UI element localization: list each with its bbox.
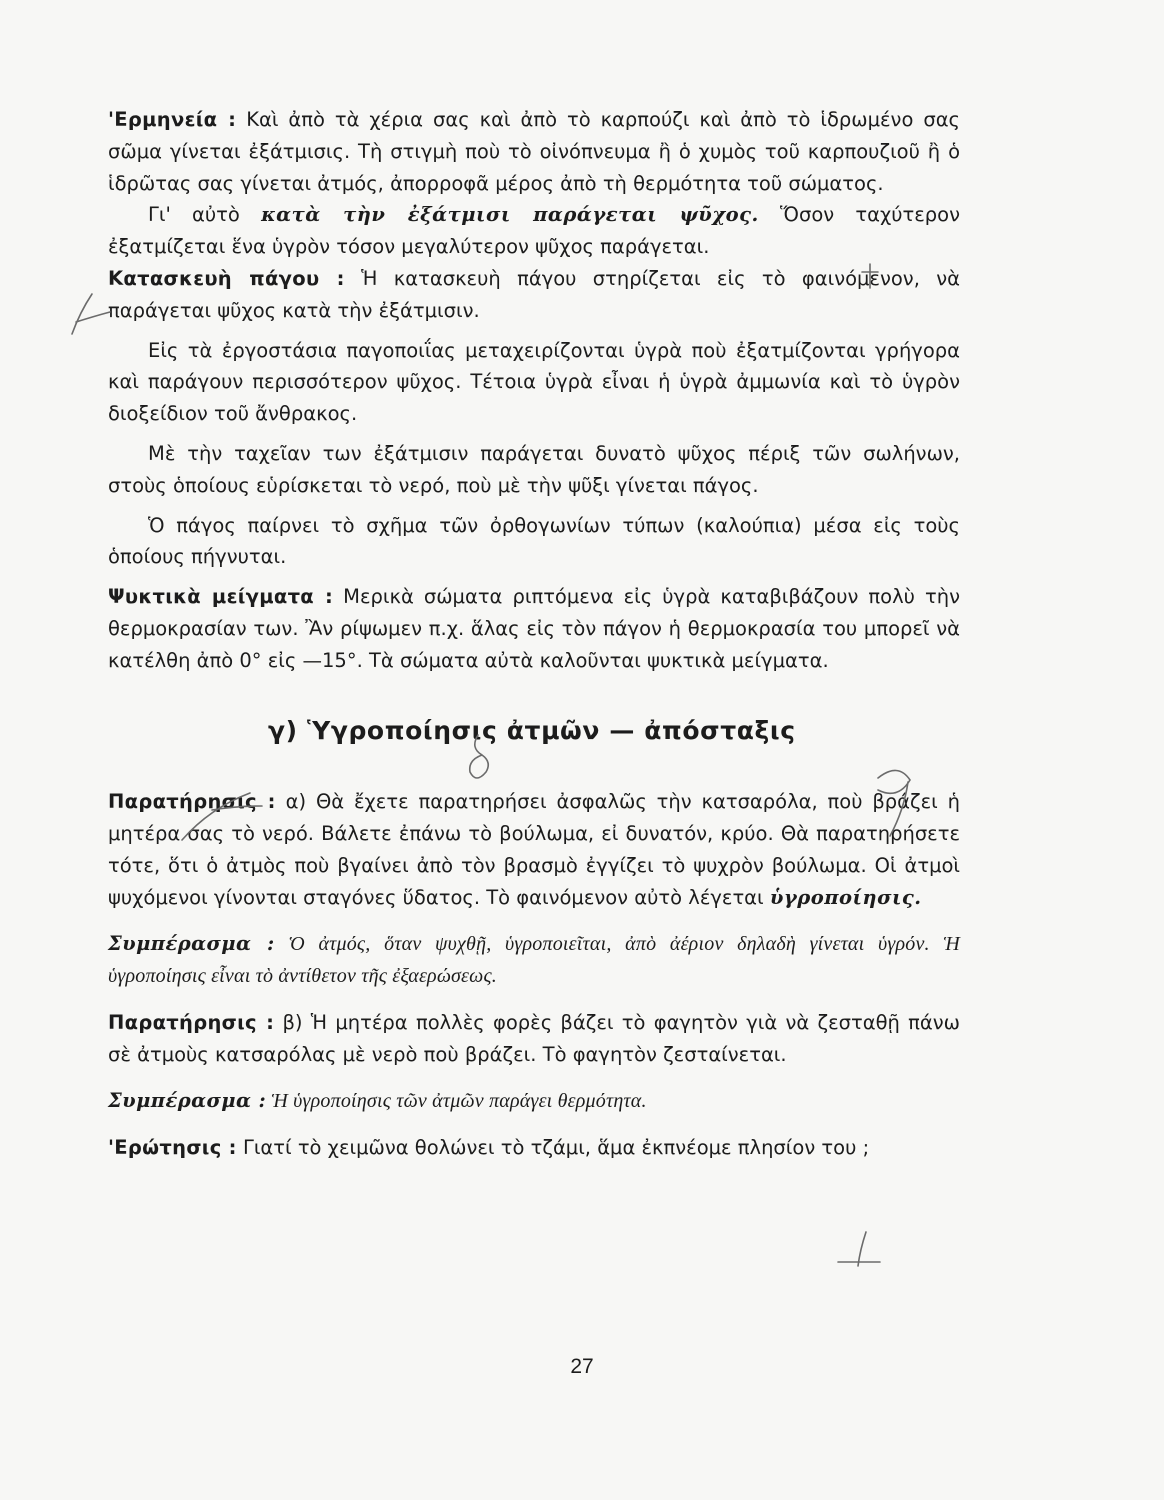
section-heading: γ) Ὑγροποίησις ἀτμῶν — ἀπόσταξις bbox=[268, 715, 796, 745]
emphasis-evaporation-cold: κατὰ τὴν ἐξάτμισι παράγεται ψῦχος. bbox=[261, 203, 759, 227]
paragraph-observation-b bbox=[108, 1007, 960, 1071]
paragraph-conclusion-2 bbox=[108, 1085, 960, 1118]
text-before-emphasis: Γι' αὐτὸ bbox=[148, 203, 262, 227]
paragraph-interpretation bbox=[108, 104, 960, 199]
paragraph-ice-factories: Εἰς τὰ ἐργοστάσια παγοποιΐας μεταχειρίζονται ὑγρὰ ποὺ ἐξατμίζονται γρήγορα καὶ παράγουν περισσότερον ψῦχος. Τέτοια ὑγρὰ εἶναι ἡ ὑγρὰ ἀμμωνία καὶ τὸ ὑγρὸν διοξείδιον τοῦ ἄνθρακος. bbox=[108, 338, 960, 426]
paragraph-cooling-mixtures bbox=[108, 581, 960, 676]
paragraph-ice-shape: Ὁ πάγος παίρνει τὸ σχῆμα τῶν ὀρθογωνίων τύπων (καλούπια) μέσα εἰς τοὺς ὁποίους πήγνυται. bbox=[108, 513, 960, 569]
label-interpretation: 'Ερμηνεία : bbox=[108, 108, 237, 131]
pencil-mark-margin-check bbox=[72, 294, 110, 334]
paragraph-ice-making bbox=[108, 263, 960, 327]
text-ice-making: Ἡ κατασκευὴ πάγου στηρίζεται εἰς τὸ φαινόμενον, νὰ παράγεται ψῦχος κατὰ τὴν ἐξάτμισιν. bbox=[108, 266, 960, 322]
label-conclusion-2: Συμπέρασμα : bbox=[108, 1088, 267, 1112]
text-conclusion-1: Ὁ ἀτμός, ὅταν ψυχθῇ, ὑγροποιεῖται, ἀπὸ ἀέριον δηλαδὴ γίνεται ὑγρόν. Ἡ ὑγροποίησις εἶναι τὸ ἀντίθετον τῆς ἐξαερώσεως. bbox=[108, 932, 960, 988]
paragraph-question bbox=[108, 1132, 960, 1164]
page-number: 27 bbox=[570, 1355, 594, 1378]
text-observation-b: β) Ἡ μητέρα πολλὲς φορὲς βάζει τὸ φαγητὸν γιὰ νὰ ζεσταθῇ πάνω σὲ ἀτμοὺς κατσαρόλας μὲ νερὸ ποὺ βράζει. Τὸ φαγητὸν ζεσταίνεται. bbox=[108, 1011, 961, 1066]
page-content bbox=[108, 104, 960, 1163]
text-observation-a: α) Θὰ ἔχετε παρατηρήσει ἀσφαλῶς τὴν κατσαρόλα, ποὺ βράζει ἡ μητέρα σας τὸ νερό. Βάλετε ἐπάνω τὸ βούλωμα, εἰ δυνατόν, κρύο. Θὰ παρατηρήσετε τότε, ὅτι ὁ ἀτμὸς ποὺ βγαίνει ἀπὸ τὸν βρασμὸ ἐγγίζει τὸ ψυχρὸν βούλωμα. Οἱ ἀτμοὶ ψυχόμενοι γίνονται σταγόνες ὕδατος. Τὸ φαινόμενον αὐτὸ λέγεται bbox=[108, 790, 961, 909]
text-interpretation: Καὶ ἀπὸ τὰ χέρια σας καὶ ἀπὸ τὸ καρπούζι καὶ ἀπὸ τὸ ἱδρωμένο σας σῶμα γίνεται ἐξάτμισις. Τὴ στιγμὴ ποὺ τὸ οἰνόπνευμα ἢ ὁ χυμὸς τοῦ καρπουζιοῦ ἢ ὁ ἱδρῶτας σας γίνεται ἀτμός, ἀπορροφᾶ μέρος ἀπὸ τὴ θερμότητα τοῦ σώματος. bbox=[108, 108, 960, 195]
label-observation-b: Παρατήρησις : bbox=[108, 1011, 275, 1035]
emphasis-condensation: ὑγροποίησις. bbox=[769, 885, 922, 909]
label-cooling-mixtures: Ψυκτικὰ μείγματα : bbox=[108, 585, 334, 609]
label-observation-a: Παρατήρησις : bbox=[108, 790, 276, 814]
paragraph-observation-a bbox=[108, 786, 960, 913]
paragraph-cold-from-evaporation bbox=[108, 199, 960, 263]
pencil-mark-final-check bbox=[838, 1232, 880, 1266]
label-ice-making: Κατασκευὴ πάγου : bbox=[108, 266, 345, 290]
paragraph-conclusion-1 bbox=[108, 928, 960, 994]
text-cooling-mixtures: Μερικὰ σώματα ριπτόμενα εἰς ὑγρὰ καταβιβάζουν πολὺ τὴν θερμοκρασίαν των. Ἂν ρίψωμεν π.χ. ἅλας εἰς τὸν πάγον ἡ θερμοκρασία του μπορεῖ νὰ κατέλθη ἀπὸ 0° εἰς —15°. Τὰ σώματα αὐτὰ καλοῦνται ψυκτικὰ μείγματα. bbox=[108, 585, 960, 672]
label-question: 'Ερώτησις : bbox=[108, 1135, 237, 1159]
paragraph-pipes: Μὲ τὴν ταχεῖαν των ἐξάτμισιν παράγεται δυνατὸ ψῦχος πέριξ τῶν σωλήνων, στοὺς ὁποίους εὑρίσκεται τὸ νερό, ποὺ μὲ τὴν ψῦξι γίνεται πάγος. bbox=[108, 441, 960, 497]
text-conclusion-2: Ἡ ὑγροποίησις τῶν ἀτμῶν παράγει θερμότητα. bbox=[266, 1089, 647, 1112]
text-question: Γιατί τὸ χειμῶνα θολώνει τὸ τζάμι, ἅμα ἐκπνέομε πλησίον του ; bbox=[236, 1135, 870, 1159]
text-after-emphasis: Ὅσον ταχύτερον ἐξατμίζεται ἕνα ὑγρὸν τόσον μεγαλύτερον ψῦχος παράγεται. bbox=[108, 203, 960, 259]
label-conclusion-1: Συμπέρασμα : bbox=[108, 931, 275, 955]
